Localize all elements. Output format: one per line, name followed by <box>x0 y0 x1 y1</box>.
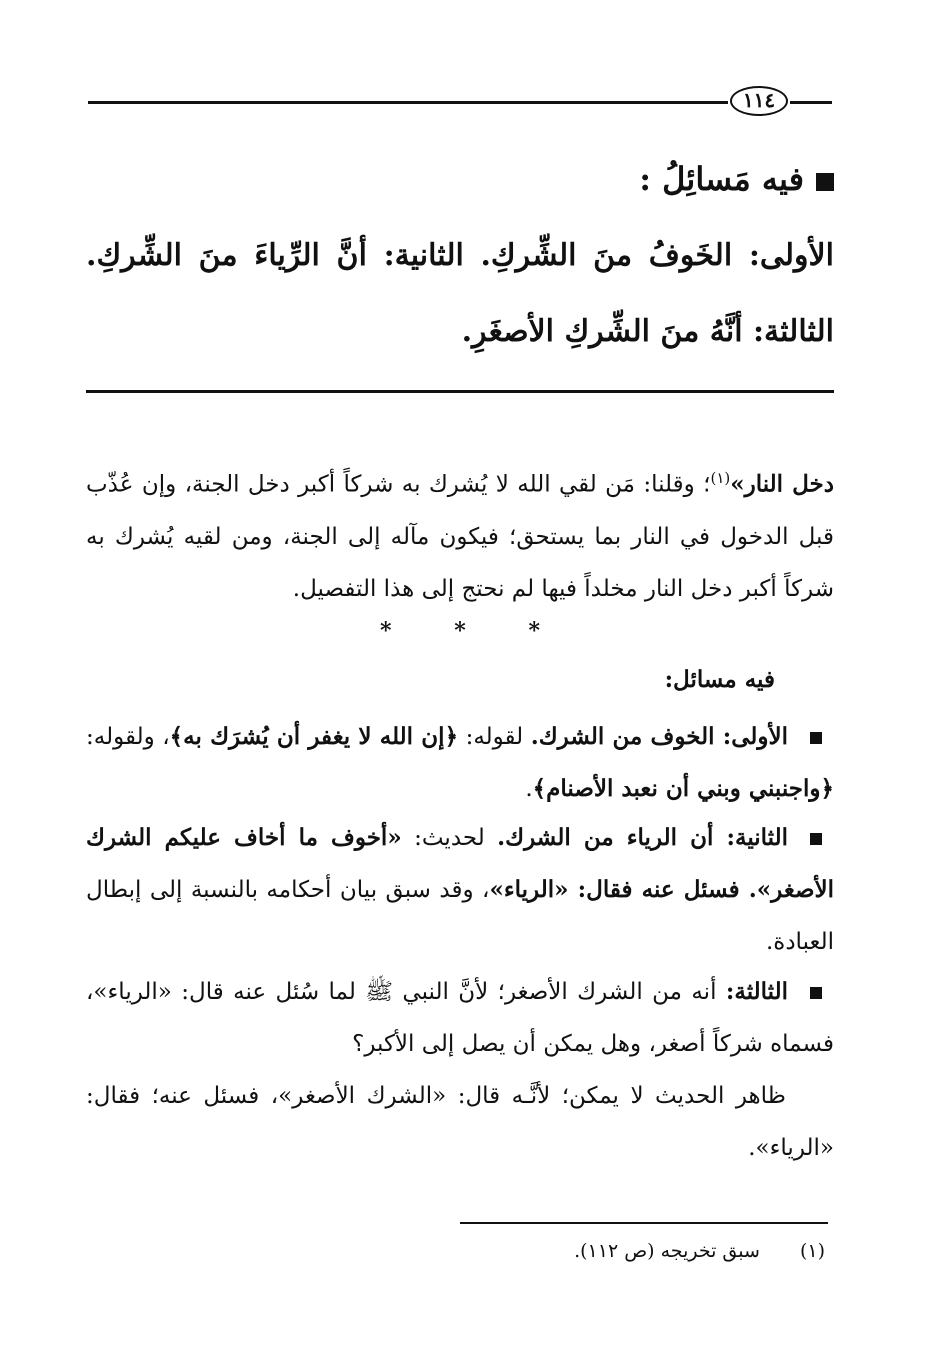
commentary-paragraph <box>86 452 834 615</box>
footnote <box>574 1240 825 1262</box>
star-icon: * <box>454 618 466 644</box>
header-rule-left <box>88 101 728 104</box>
footnote-ref: (١) <box>710 469 731 487</box>
masala-text: ، وقد سبق بيان أحكامه بالنسبة إلى إبطال العبادة. <box>86 877 834 955</box>
matn-heading-text: فيه مَسائِلُ : <box>639 160 804 198</box>
star-icon: * <box>528 618 540 644</box>
masala-text: لقوله: <box>458 724 531 750</box>
masala-text: . <box>525 776 533 802</box>
matn-heading <box>86 160 834 198</box>
matn-divider <box>86 390 834 393</box>
closing-text: ظاهر الحديث لا يمكن؛ لأنَّـه قال: «الشرك الأصغر»، فسئل عنه؛ فقال: «الرياء». <box>86 1083 834 1161</box>
star-icon: * <box>380 618 392 644</box>
masala-title: الأولى: الخوف من الشرك. <box>530 723 788 750</box>
masala-text: ، ولقوله: <box>86 724 170 750</box>
hadith-quote: «أخوف ما أخاف عليكم الشرك الأصغر». فسئل عنه فقال: «الرياء» <box>86 824 834 903</box>
square-bullet-icon <box>810 732 822 744</box>
section-separator <box>380 618 540 644</box>
footnote-rule <box>460 1222 828 1224</box>
footnote-number: (١) <box>799 1240 825 1262</box>
quran-quote: ﴿إن الله لا يغفر أن يُشرَك به﴾ <box>169 723 459 750</box>
masala-title: الثالثة: <box>725 978 788 1005</box>
masala-first <box>86 711 834 815</box>
matn-body: الأولى: الخَوفُ منَ الشِّركِ. الثانية: أنَّ الرِّياءَ منَ الشِّركِ. الثالثة: أنَّهُ منَ الشِّركِ الأصغَرِ. <box>86 238 834 349</box>
closing-paragraph <box>86 1070 834 1174</box>
footnote-text: سبق تخريجه (ص ١١٢). <box>574 1240 760 1262</box>
quran-quote: ﴿واجنبني وبني أن نعبد الأصنام﴾ <box>532 775 834 802</box>
masala-text: أنه من الشرك الأصغر؛ لأنَّ النبي ﷺ لما سُئل عنه قال: «الرياء»، فسماه شركاً أصغر، وهل يمكن أن يصل إلى الأكبر؟ <box>86 979 834 1057</box>
square-bullet-icon <box>816 173 834 191</box>
masail-heading: فيه مسائل: <box>664 666 775 693</box>
header-rule-right <box>790 101 832 104</box>
commentary-text: ؛ وقلنا: مَن لقي الله لا يُشرك به شركاً أكبر دخل الجنة، وإن عُذّب قبل الدخول في النار بما يستحق؛ فيكون مآله إلى الجنة، ومن لقيه يُشرك به شركاً أكبر دخل النار مخلداً فيها لم نحتج إلى هذا التفصيل. <box>86 471 834 602</box>
masala-second <box>86 812 834 968</box>
masala-third <box>86 966 834 1070</box>
masala-title: الثانية: أن الرياء من الشرك. <box>497 824 789 851</box>
quote-end: دخل النار» <box>730 470 835 498</box>
page-number: ١١٤ <box>730 86 788 116</box>
square-bullet-icon <box>810 833 822 845</box>
masala-text: لحديث: <box>401 825 498 851</box>
square-bullet-icon <box>810 987 822 999</box>
